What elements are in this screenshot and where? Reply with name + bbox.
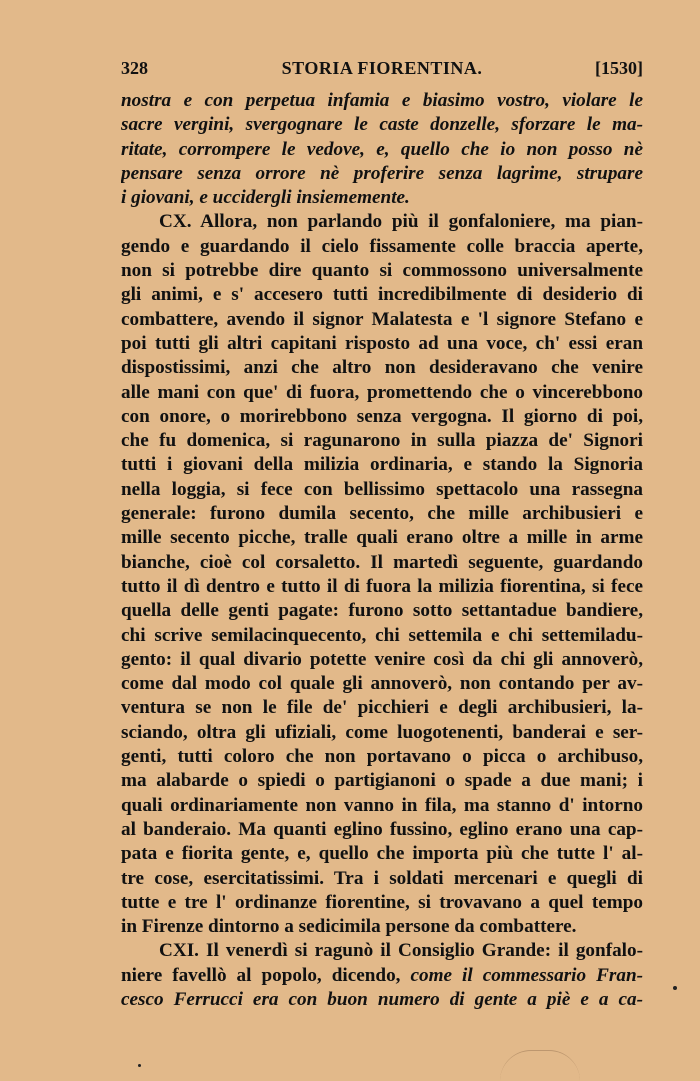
- text-line: gli animi, e s' accesero tutti incredibilmente di desiderio di: [121, 284, 643, 306]
- text-line: gendo e guardando il cielo fissamente colle braccia aperte,: [121, 235, 643, 257]
- text-line: quella delle genti pagate: furono sotto settantadue bandiere,: [121, 600, 643, 622]
- text-line: poi tutti gli altri capitani risposto ad una voce, ch' essi eran: [121, 332, 643, 354]
- text-line: ventura se non le file de' picchieri e degli archibusieri, la-: [121, 697, 643, 719]
- text-line: combattere, avendo il signor Malatesta e 'l signore Stefano e: [121, 308, 643, 330]
- text-line: dispostissimi, anzi che altro non desideravano che venire: [121, 357, 643, 379]
- text-line: genti, tutti coloro che non portavano o picca o archibuso,: [121, 746, 643, 768]
- margin-speck: [138, 1064, 141, 1067]
- margin-speck: [673, 986, 677, 990]
- body-text: [121, 89, 643, 1012]
- text-line: CXI. Il venerdì si ragunò il Consiglio Grande: il gonfalo-: [159, 940, 643, 962]
- text-line: pata e fiorita gente, e, quello che importa più che tutte l' al-: [121, 843, 643, 865]
- text-line: tre cose, esercitatissimi. Tra i soldati mercenari e quegli di: [121, 867, 643, 889]
- bleed-through-mark: [500, 1050, 580, 1081]
- text-line: alle mani con que' di fuora, promettendo che o vincerebbono: [121, 381, 643, 403]
- text-line: sacre vergini, svergognare le caste donzelle, sforzare le ma-: [121, 114, 643, 136]
- italic-segment: come il commessario Fran-: [410, 964, 643, 986]
- text-line: ma alabarde o spiedi o partigianoni o spade a due mani; i: [121, 770, 643, 792]
- text-line: chi scrive semilacinquecento, chi settemila e chi settemiladu-: [121, 624, 643, 646]
- text-line: gento: il qual divario potette venire così da chi gli annoverò,: [121, 648, 643, 670]
- text-line: che fu domenica, si ragunarono in sulla piazza de' Signori: [121, 430, 643, 452]
- page-number: 328: [121, 58, 148, 78]
- page-header: [121, 58, 643, 84]
- text-line: CX. Allora, non parlando più il gonfaloniere, ma pian-: [159, 211, 643, 233]
- text-line: al banderaio. Ma quanti eglino fussino, eglino erano una cap-: [121, 818, 643, 840]
- text-line: con onore, o morirebbono senza vergogna. Il giorno di poi,: [121, 405, 643, 427]
- text-line: mille secento picche, tralle quali erano oltre a mille in arme: [121, 527, 643, 549]
- text-line: ritate, corrompere le vedove, e, quello che io non posso nè: [121, 138, 643, 160]
- text-line: cesco Ferrucci era con buon numero di gente a piè e a ca-: [121, 988, 643, 1010]
- text-line: quali ordinariamente non vanno in fila, ma stanno d' intorno: [121, 794, 643, 816]
- text-line: come dal modo col quale gli annoverò, non contando per av-: [121, 673, 643, 695]
- year-marker: [1530]: [595, 58, 643, 78]
- text-line: bianche, cioè col corsaletto. Il martedì seguente, guardando: [121, 551, 643, 573]
- text-line: nella loggia, si fece con bellissimo spettacolo una rassegna: [121, 478, 643, 500]
- text-line: tutto il dì dentro e tutto il di fuora la milizia fiorentina, si fece: [121, 575, 643, 597]
- text-line: tutti i giovani della milizia ordinaria, e stando la Signoria: [121, 454, 643, 476]
- text-line: [121, 964, 643, 988]
- text-line: generale: furono dumila secento, che mille archibusieri e: [121, 503, 643, 525]
- text-line: i giovani, e uccidergli insiememente.: [121, 187, 410, 209]
- text-line: sciando, oltra gli ufiziali, come luogotenenti, banderai e ser-: [121, 721, 643, 743]
- roman-segment: niere favellò al popolo, dicendo,: [121, 964, 411, 986]
- running-title: STORIA FIORENTINA.: [281, 58, 483, 78]
- text-line: pensare senza orrore nè proferire senza lagrime, strupare: [121, 162, 643, 184]
- text-line: in Firenze dintorno a sedicimila persone da combattere.: [121, 916, 577, 938]
- text-line: non si potrebbe dire quanto si commossono universalmente: [121, 260, 643, 282]
- text-line: tutte e tre l' ordinanze fiorentine, si trovavano a quel tempo: [121, 891, 643, 913]
- text-line: nostra e con perpetua infamia e biasimo vostro, violare le: [121, 90, 643, 111]
